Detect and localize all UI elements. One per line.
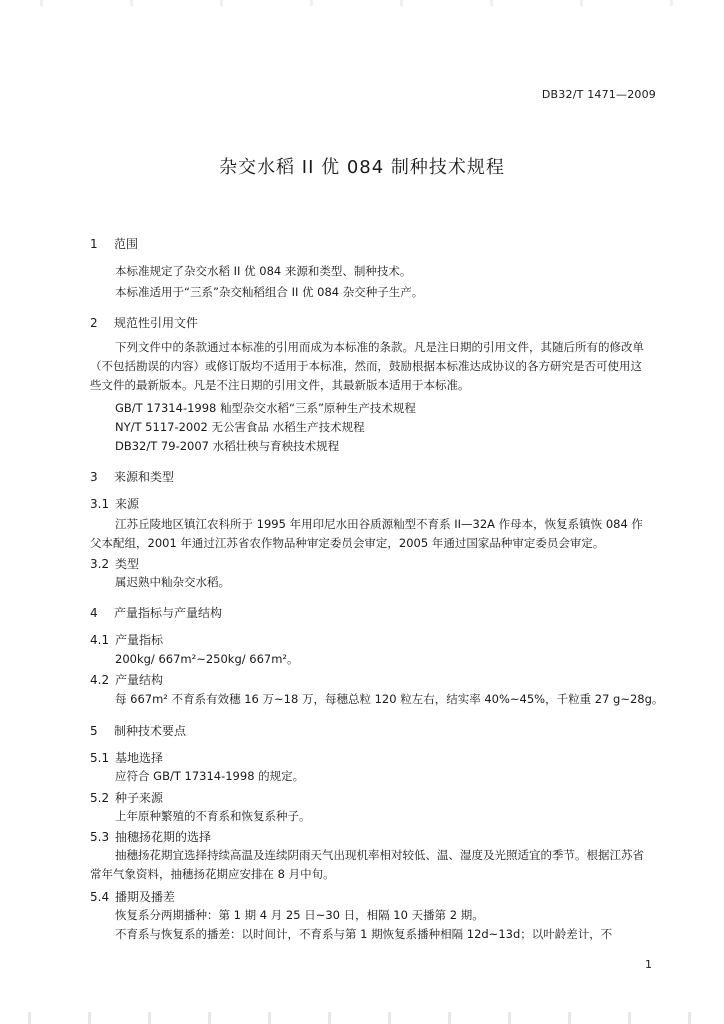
section-5-2-heading: 5.2 种子来源: [90, 791, 164, 805]
section-5-4-paragraph-2: 不育系与恢复系的播差：以时间计，不育系与第 1 期恢复系播种相隔 12d~13d；以叶龄差计，不: [115, 927, 613, 941]
section-5-1-paragraph: 应符合 GB/T 17314-1998 的规定。: [115, 769, 305, 783]
document-title: 杂交水稻 II 优 084 制种技术规程: [219, 157, 505, 178]
section-5-1-heading: 5.1 基地选择: [90, 751, 164, 765]
section-4-2-paragraph: 每 667m² 不育系有效穗 16 万~18 万，每穗总粒 120 粒左右，结实率 40%~45%，千粒重 27 g~28g。: [115, 692, 664, 706]
scan-artifact-bottom: [0, 1012, 724, 1024]
section-3-1-heading: 3.1 来源: [90, 497, 140, 511]
standard-code: DB32/T 1471—2009: [541, 88, 656, 101]
section-3-heading: 3 来源和类型: [90, 470, 175, 484]
reference-3: DB32/T 79-2007 水稻壮秧与育秧技术规程: [115, 439, 340, 453]
section-5-4-heading: 5.4 播期及播差: [90, 890, 176, 904]
section-5-3-heading: 5.3 抽穗扬花期的选择: [90, 830, 212, 844]
section-5-3-paragraph: 抽穗扬花期宜选择持续高温及连续阴雨天气出现机率相对较低、温、湿度及光照适宜的季节。根据江苏省常年气象资料，抽穗扬花期应安排在 8 月中旬。: [90, 848, 644, 881]
section-4-2-heading: 4.2 产量结构: [90, 673, 164, 687]
section-1-paragraph-1: 本标准规定了杂交水稻 II 优 084 来源和类型、制种技术。: [115, 264, 412, 278]
section-5-2-paragraph: 上年原种繁殖的不育系和恢复系种子。: [115, 809, 311, 823]
section-4-1-heading: 4.1 产量指标: [90, 633, 164, 647]
section-2-heading: 2 规范性引用文件: [90, 316, 199, 330]
section-1-heading: 1 范围: [90, 237, 139, 251]
scan-artifact-top: [0, 0, 724, 6]
page-number: 1: [645, 958, 652, 971]
section-2-paragraph: 下列文件中的条款通过本标准的引用而成为本标准的条款。凡是注日期的引用文件，其随后所有的修改单（不包括勘误的内容）或修订版均不适用于本标准，然而，鼓励根据本标准达成协议的各方研究是否可使用这些文件的最新版本。凡是不注日期的引用文件，其最新版本适用于本标准。: [90, 340, 644, 392]
section-5-4-paragraph-1: 恢复系分两期播种：第 1 期 4 月 25 日~30 日，相隔 10 天播第 2 期。: [115, 908, 484, 922]
section-3-2-paragraph: 属迟熟中籼杂交水稻。: [115, 575, 230, 589]
reference-2: NY/T 5117-2002 无公害食品 水稻生产技术规程: [115, 420, 365, 434]
section-3-1-paragraph: 江苏丘陵地区镇江农科所于 1995 年用印尼水田谷质源籼型不育系 II—32A 作母本，恢复系镇恢 084 作父本配组，2001 年通过江苏省农作物品种审定委员会审定，2005 年通过国家品种审定委员会审定。: [90, 517, 643, 550]
section-1-paragraph-2: 本标准适用于“三系”杂交籼稻组合 II 优 084 杂交种子生产。: [115, 285, 424, 299]
section-4-heading: 4 产量指标与产量结构: [90, 606, 223, 620]
section-3-2-heading: 3.2 类型: [90, 557, 140, 571]
section-4-1-paragraph: 200kg/ 667m²~250kg/ 667m²。: [115, 652, 299, 666]
section-5-heading: 5 制种技术要点: [90, 724, 187, 738]
reference-1: GB/T 17314-1998 籼型杂交水稻“三系”原种生产技术规程: [115, 401, 416, 415]
